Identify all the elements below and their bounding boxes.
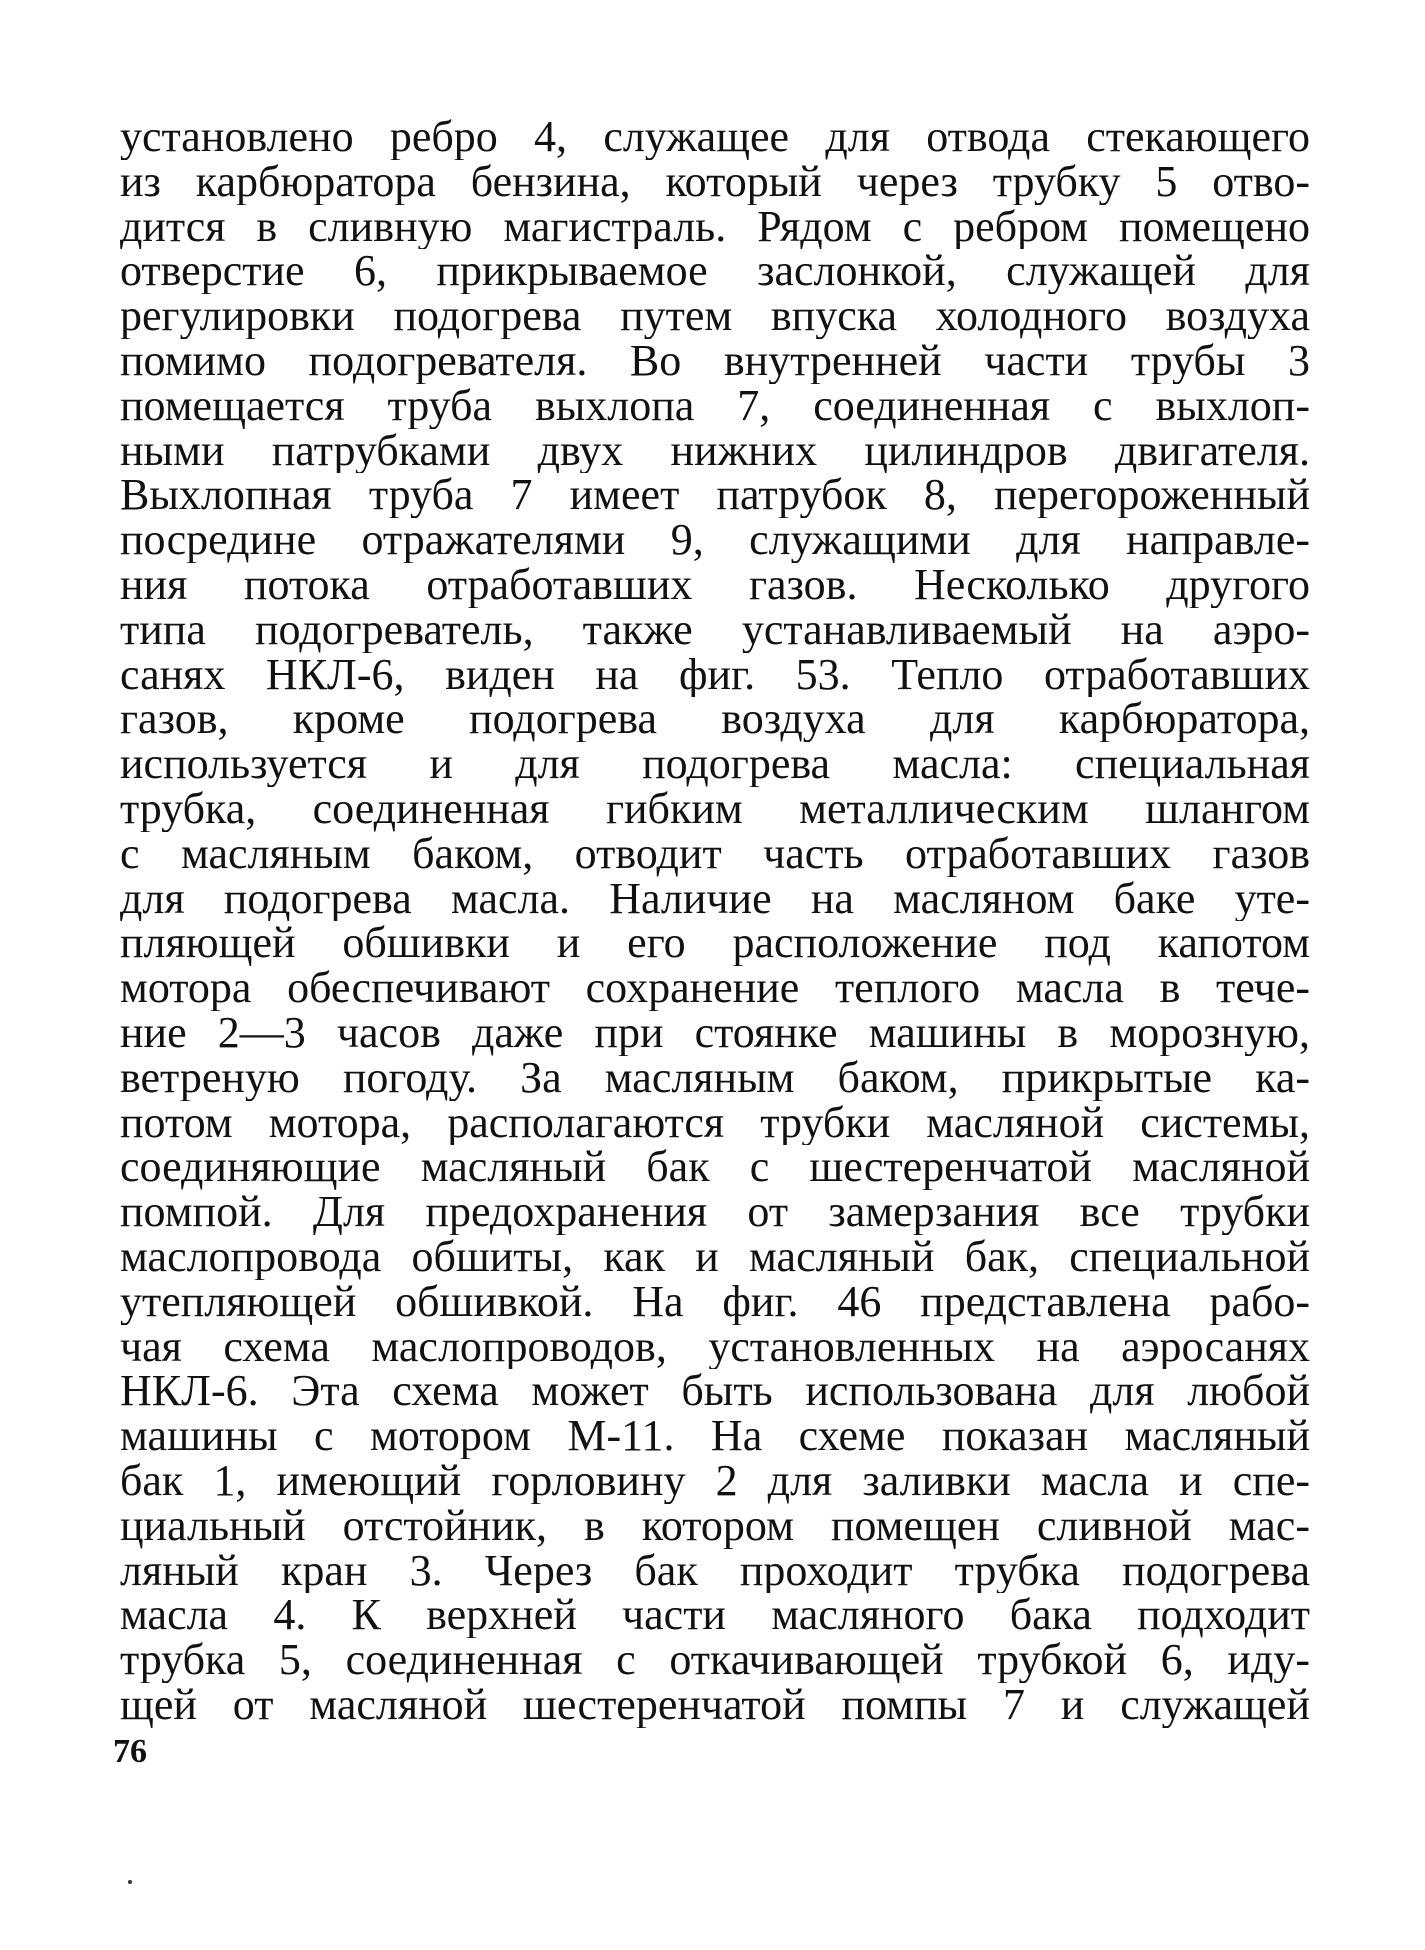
text-line: трубка 5, соединенная с откачивающей трубкой 6, иду- [120,1638,1310,1683]
text-line: утепляющей обшивкой. На фиг. 46 представлена рабо- [120,1279,1310,1325]
text-line: отверстие 6, прикрываемое заслонкой, служащей для [120,249,1310,295]
text-line: используется и для подогрева масла: специальная [120,742,1310,787]
text-line: маслопровода обшиты, как и масляный бак, специальной [120,1234,1310,1280]
text-line: с масляным баком, отводит часть отработавших газов [120,831,1310,877]
text-line: регулировки подогрева путем впуска холодного воздуха [120,294,1310,339]
text-line: ние 2—3 часов даже при стоянке машины в морозную, [120,1010,1310,1056]
text-line: посредине отражателями 9, служащими для направле- [120,518,1310,563]
text-line: ными патрубками двух нижних цилиндров двигателя. [120,428,1310,474]
text-line: газов, кроме подогрева воздуха для карбюратора, [120,697,1310,743]
body-text [120,115,1310,1728]
text-line: щей от масляной шестеренчатой помпы 7 и служащей [120,1682,1310,1728]
text-line: трубка, соединенная гибким металлическим шлангом [120,786,1310,832]
text-line: установлено ребро 4, служащее для отвода стекающего [120,115,1310,160]
page-number: 76 [113,1733,147,1770]
text-line: помимо подогревателя. Во внутренней части трубы 3 [120,338,1310,384]
text-line: типа подогреватель, также устанавливаемый на аэро- [120,607,1310,653]
text-line: для подогрева масла. Наличие на масляном баке уте- [120,876,1310,922]
text-line: соединяющие масляный бак с шестеренчатой масляной [120,1145,1310,1191]
text-line: ляный кран 3. Через бак проходит трубка подогрева [120,1548,1310,1594]
text-line: машины с мотором М-11. На схеме показан масляный [120,1414,1310,1459]
text-line: потом мотора, располагаются трубки масляной системы, [120,1100,1310,1146]
text-line: мотора обеспечивают сохранение теплого масла в тече- [120,966,1310,1011]
text-line: НКЛ-6. Эта схема может быть использована для любой [120,1369,1310,1415]
text-line: дится в сливную магистраль. Рядом с ребром помещено [120,204,1310,250]
text-line: пляющей обшивки и его расположение под капотом [120,921,1310,967]
text-line: помпой. Для предохранения от замерзания все трубки [120,1190,1310,1235]
text-line: из карбюратора бензина, который через трубку 5 отво- [120,159,1310,205]
text-line: Выхлопная труба 7 имеет патрубок 8, перегороженный [120,473,1310,519]
text-line: санях НКЛ-6, виден на фиг. 53. Тепло отработавших [120,652,1310,698]
text-line: циальный отстойник, в котором помещен сливной мас- [120,1503,1310,1549]
text-line: бак 1, имеющий горловину 2 для заливки масла и спе- [120,1458,1310,1504]
print-speck [128,1880,132,1884]
text-line: помещается труба выхлопа 7, соединенная с выхлоп- [120,383,1310,429]
text-line: ветреную погоду. За масляным баком, прикрытые ка- [120,1055,1310,1101]
text-line: чая схема маслопроводов, установленных на аэросанях [120,1324,1310,1370]
text-line: масла 4. К верхней части масляного бака подходит [120,1593,1310,1639]
text-line: ния потока отработавших газов. Несколько другого [120,562,1310,608]
